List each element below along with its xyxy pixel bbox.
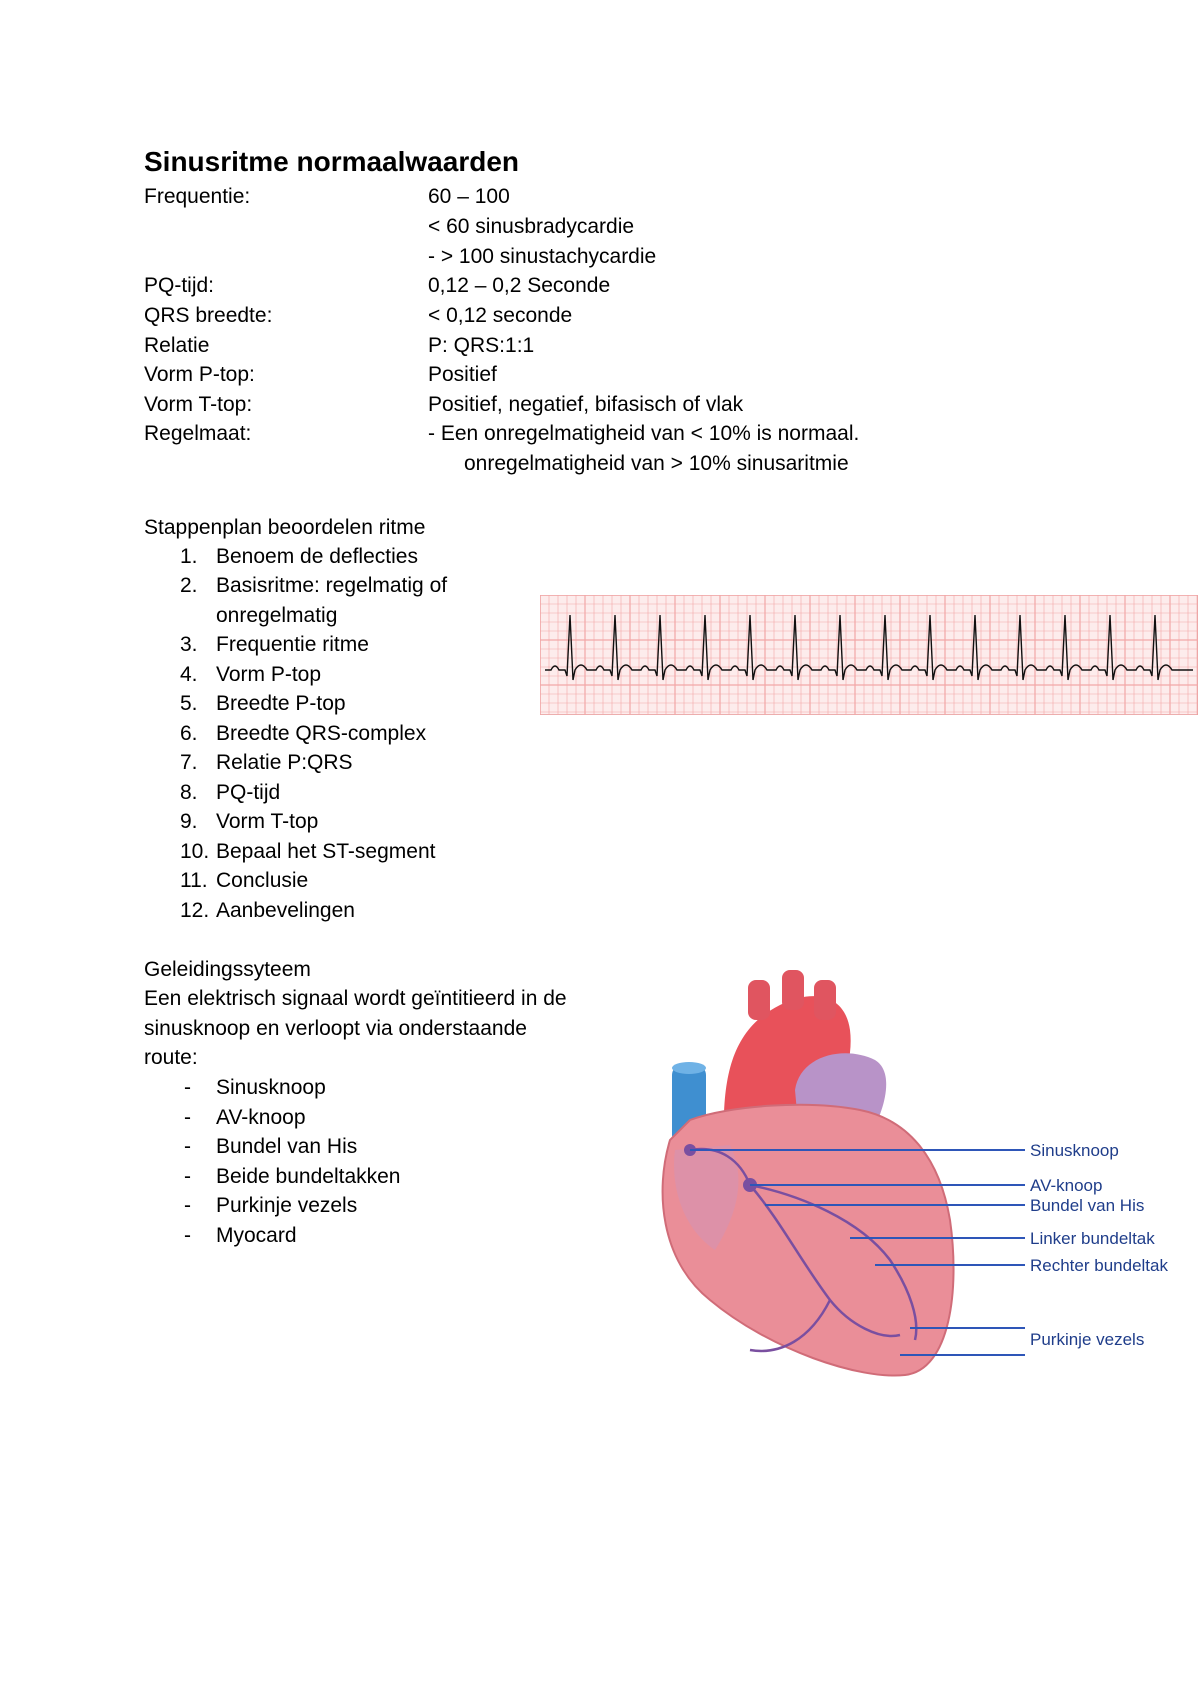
step-text: Relatie P:QRS <box>216 751 353 774</box>
route-item: AV-knoop <box>216 1106 306 1129</box>
aortic-branch-2 <box>782 970 804 1010</box>
aortic-branch-3 <box>814 980 836 1020</box>
ecg-strip-image <box>540 595 1198 715</box>
value-label: PQ-tijd: <box>144 274 215 297</box>
route-item: Beide bundeltakken <box>216 1165 401 1188</box>
value-text: onregelmatigheid van > 10% sinusaritmie <box>464 452 849 475</box>
dash-bullet: - <box>184 1106 191 1129</box>
heart-conduction-diagram <box>630 960 1200 1400</box>
route-item: Myocard <box>216 1224 297 1247</box>
value-text: - Een onregelmatigheid van < 10% is normaal. <box>428 422 860 445</box>
page-title: Sinusritme normaalwaarden <box>144 146 520 177</box>
route-item: Sinusknoop <box>216 1076 326 1099</box>
stappenplan-heading: Stappenplan beoordelen ritme <box>144 516 426 539</box>
label-sinusknoop: Sinusknoop <box>1030 1141 1119 1160</box>
value-text: P: QRS:1:1 <box>428 334 535 357</box>
step-text: Breedte QRS-complex <box>216 722 427 745</box>
dash-bullet: - <box>184 1165 191 1188</box>
geleiding-intro-line: Een elektrisch signaal wordt geïntitieerd in de <box>144 987 567 1010</box>
step-number: 6. <box>180 722 198 745</box>
value-label: Frequentie: <box>144 185 251 208</box>
route-item: Bundel van His <box>216 1135 358 1158</box>
value-text: - > 100 sinustachycardie <box>428 245 657 268</box>
label-linker-bundeltak: Linker bundeltak <box>1030 1229 1155 1248</box>
step-text: Frequentie ritme <box>216 633 369 656</box>
value-text: Positief <box>428 363 497 386</box>
value-label: Vorm P-top: <box>144 363 255 386</box>
step-number: 7. <box>180 751 198 774</box>
step-number: 4. <box>180 663 198 686</box>
step-number: 2. <box>180 574 198 597</box>
step-number: 9. <box>180 810 198 833</box>
step-text: Vorm P-top <box>216 663 322 686</box>
geleiding-intro-line: sinusknoop en verloopt via onderstaande <box>144 1017 527 1040</box>
step-text: onregelmatig <box>216 604 338 627</box>
step-text: Basisritme: regelmatig of <box>216 574 448 597</box>
value-label: QRS breedte: <box>144 304 273 327</box>
dash-bullet: - <box>184 1135 191 1158</box>
step-number: 5. <box>180 692 198 715</box>
route-item: Purkinje vezels <box>216 1194 358 1217</box>
value-text: Positief, negatief, bifasisch of vlak <box>428 393 744 416</box>
label-rechter-bundeltak: Rechter bundeltak <box>1030 1256 1168 1275</box>
dash-bullet: - <box>184 1194 191 1217</box>
step-text: Breedte P-top <box>216 692 346 715</box>
step-text: Conclusie <box>216 869 309 892</box>
step-text: Benoem de deflecties <box>216 545 418 568</box>
label-bundel-van-his: Bundel van His <box>1030 1196 1145 1215</box>
value-label: Regelmaat: <box>144 422 252 445</box>
step-text: Bepaal het ST-segment <box>216 840 436 863</box>
label-av-knoop: AV-knoop <box>1030 1176 1103 1195</box>
dash-bullet: - <box>184 1076 191 1099</box>
step-number: 10. <box>180 840 210 863</box>
label-purkinje-vezels: Purkinje vezels <box>1030 1330 1145 1349</box>
step-text: Vorm T-top <box>216 810 319 833</box>
step-text: Aanbevelingen <box>216 899 355 922</box>
step-number: 8. <box>180 781 198 804</box>
value-label: Vorm T-top: <box>144 393 253 416</box>
value-text: < 60 sinusbradycardie <box>428 215 635 238</box>
value-text: < 0,12 seconde <box>428 304 573 327</box>
dash-bullet: - <box>184 1224 191 1247</box>
value-text: 60 – 100 <box>428 185 510 208</box>
step-number: 1. <box>180 545 198 568</box>
step-text: PQ-tijd <box>216 781 281 804</box>
vena-cava-opening <box>672 1062 706 1074</box>
step-number: 12. <box>180 899 210 922</box>
step-number: 3. <box>180 633 198 656</box>
geleiding-heading: Geleidingssyteem <box>144 958 311 981</box>
geleiding-intro-line: route: <box>144 1046 198 1069</box>
value-label: Relatie <box>144 334 210 357</box>
aortic-branch-1 <box>748 980 770 1020</box>
value-text: 0,12 – 0,2 Seconde <box>428 274 611 297</box>
step-number: 11. <box>180 869 208 892</box>
